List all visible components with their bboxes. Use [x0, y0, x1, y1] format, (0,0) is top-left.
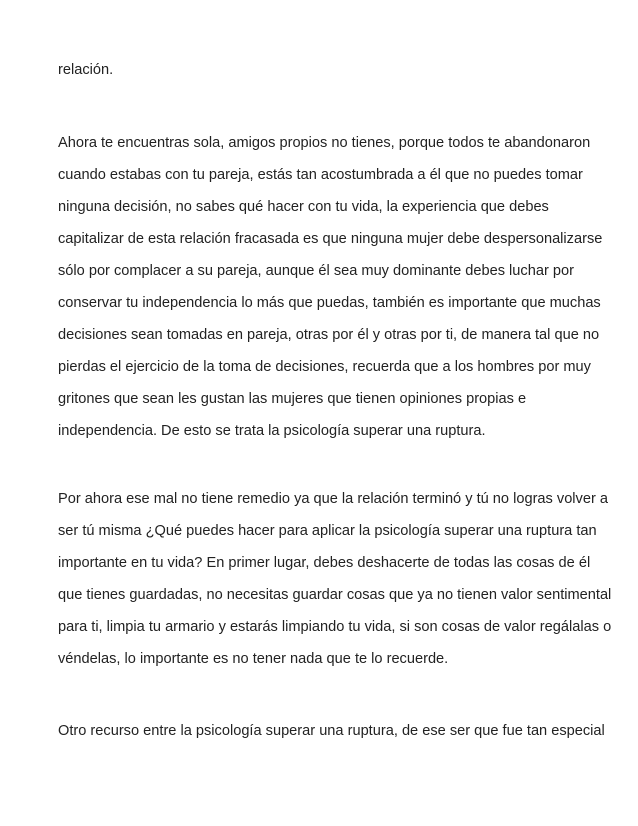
text-line: véndelas, lo importante es no tener nada que te lo recuerde.: [58, 651, 449, 667]
text-line: Ahora te encuentras sola, amigos propios no tienes, porque todos te abandonaron: [58, 135, 591, 151]
text-line: independencia. De esto se trata la psicología superar una ruptura.: [58, 423, 486, 439]
text-line: cuando estabas con tu pareja, estás tan acostumbrada a él que no puedes tomar: [58, 167, 583, 183]
text-line: importante en tu vida? En primer lugar, debes deshacerte de todas las cosas de él: [58, 555, 591, 571]
text-line: ser tú misma ¿Qué puedes hacer para aplicar la psicología superar una ruptura tan: [58, 523, 597, 539]
text-line: conservar tu independencia lo más que puedas, también es importante que muchas: [58, 295, 601, 311]
text-line: Por ahora ese mal no tiene remedio ya que la relación terminó y tú no logras volver a: [58, 491, 608, 507]
text-line: gritones que sean les gustan las mujeres que tienen opiniones propias e: [58, 391, 527, 407]
text-line: para ti, limpia tu armario y estarás limpiando tu vida, si son cosas de valor regálalas o: [58, 619, 612, 635]
text-line: relación.: [58, 62, 114, 78]
text-line: ninguna decisión, no sabes qué hacer con tu vida, la experiencia que debes: [58, 199, 549, 215]
text-line: capitalizar de esta relación fracasada es que ninguna mujer debe despersonalizarse: [58, 231, 603, 247]
text-line: que tienes guardadas, no necesitas guardar cosas que ya no tienen valor sentimental: [58, 587, 612, 603]
text-line: decisiones sean tomadas en pareja, otras por él y otras por ti, de manera tal que no: [58, 327, 600, 343]
text-line: pierdas el ejercicio de la toma de decisiones, recuerda que a los hombres por muy: [58, 359, 591, 375]
text-line: sólo por complacer a su pareja, aunque él sea muy dominante debes luchar por: [58, 263, 574, 279]
text-line: Otro recurso entre la psicología superar una ruptura, de ese ser que fue tan especial: [58, 723, 605, 739]
